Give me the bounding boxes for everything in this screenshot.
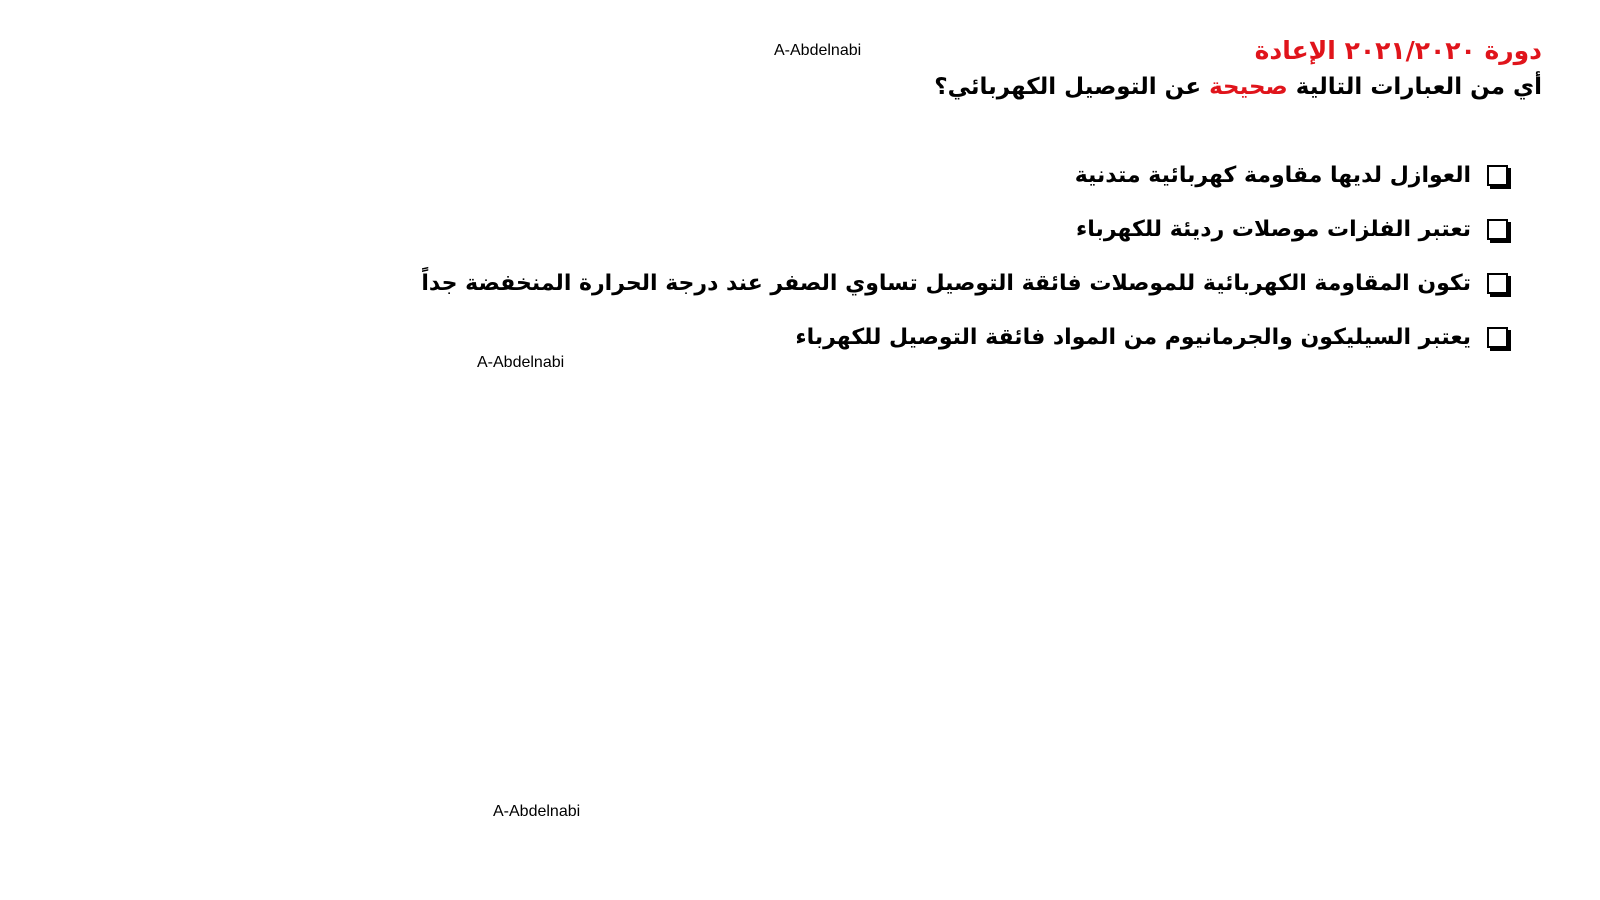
option-2[interactable]: [421, 202, 1508, 256]
session-heading: دورة ٢٠٢١/٢٠٢٠ الإعادة: [1254, 36, 1542, 65]
watermark-top: A-Abdelnabi: [774, 42, 862, 59]
option-1[interactable]: [421, 148, 1508, 202]
question-part-2: عن التوصيل الكهربائي؟: [934, 74, 1210, 100]
option-label: يعتبر السيليكون والجرمانيوم من المواد فائقة التوصيل للكهرباء: [795, 324, 1471, 350]
watermark-middle: A-Abdelnabi: [477, 354, 565, 371]
checkbox-icon[interactable]: [1487, 165, 1508, 186]
checkbox-icon[interactable]: [1487, 219, 1508, 240]
question-part-1: أي من العبارات التالية: [1287, 74, 1542, 100]
question-highlight: صحيحة: [1209, 74, 1288, 100]
option-4[interactable]: [421, 310, 1508, 364]
question-text: [934, 74, 1542, 100]
checkbox-icon[interactable]: [1487, 327, 1508, 348]
watermark-bottom: A-Abdelnabi: [493, 803, 581, 820]
checkbox-icon[interactable]: [1487, 273, 1508, 294]
option-3[interactable]: [421, 256, 1508, 310]
option-label: العوازل لديها مقاومة كهربائية متدنية: [1074, 162, 1471, 188]
answer-options: [421, 148, 1508, 364]
option-label: تعتبر الفلزات موصلات رديئة للكهرباء: [1076, 216, 1471, 242]
option-label: تكون المقاومة الكهربائية للموصلات فائقة التوصيل تساوي الصفر عند درجة الحرارة المنخفضة جداً: [421, 270, 1471, 296]
